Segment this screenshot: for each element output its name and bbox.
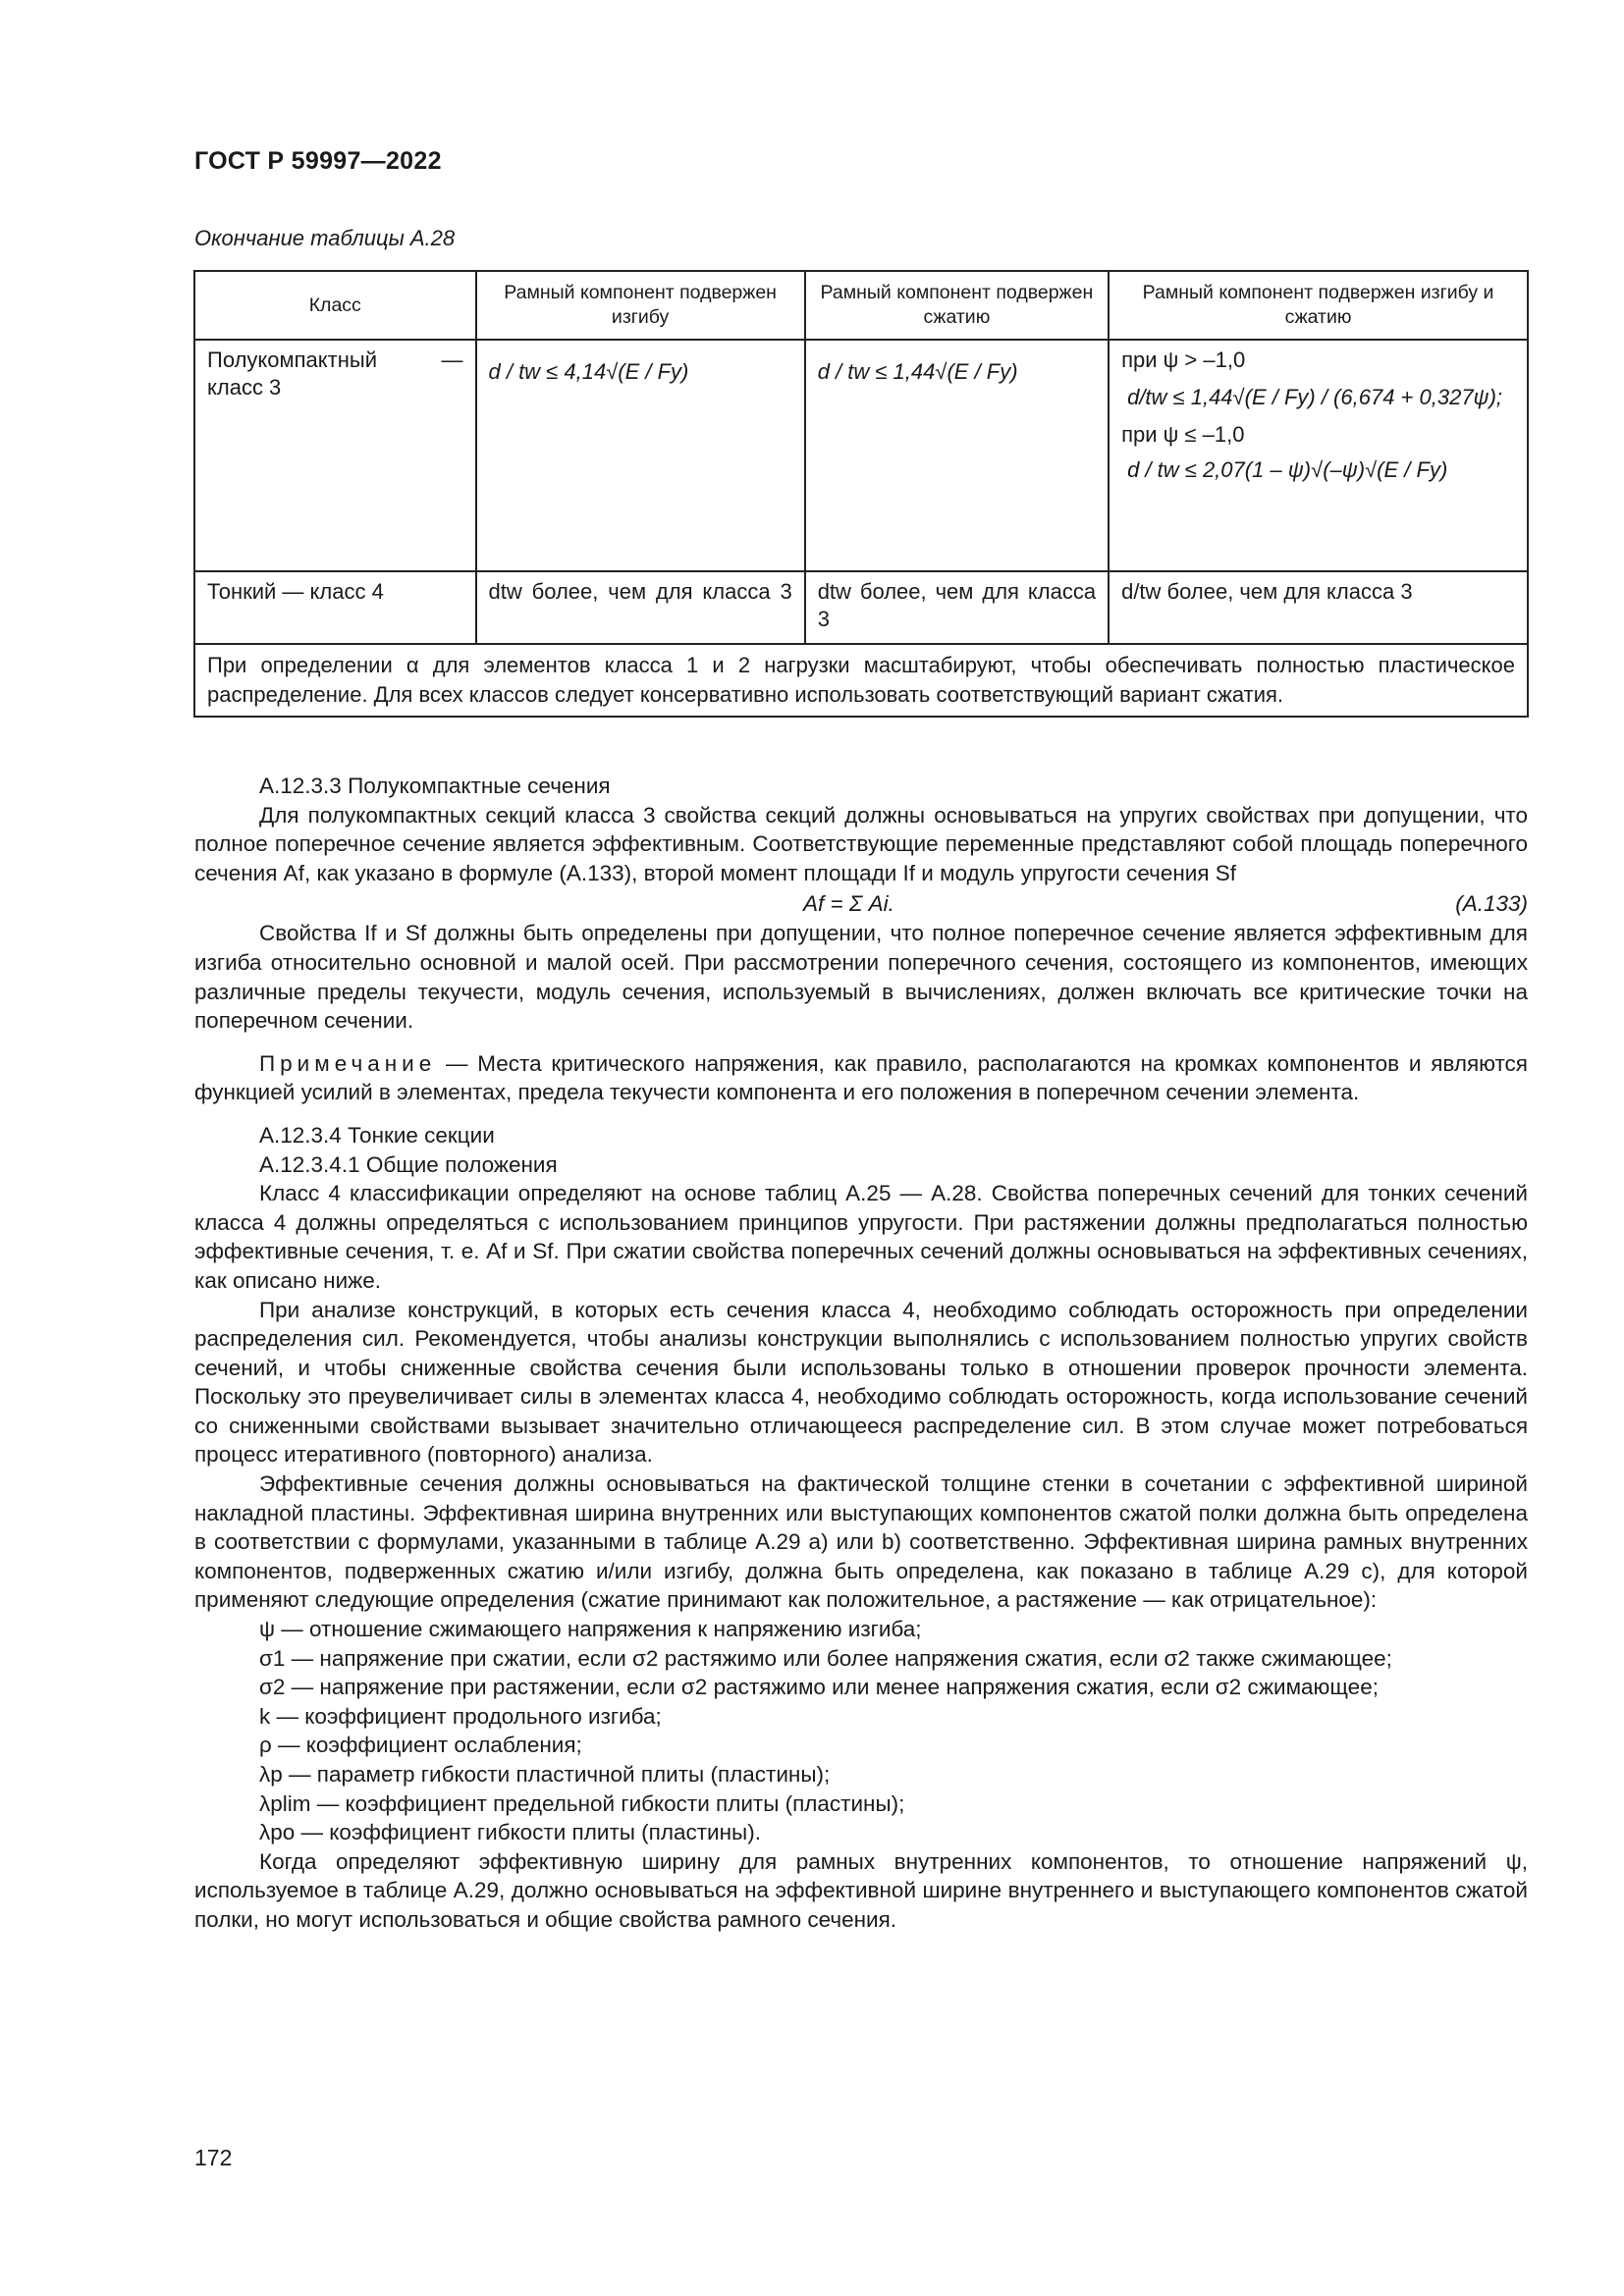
definition-item: λpo — коэффициент гибкости плиты (пластины). [259,1820,761,1845]
equation-line [194,887,1528,919]
compression-formula: d / tw ≤ 1,44√(E / Fy) [817,359,1018,384]
table-header-row [194,271,1528,340]
class-name: Полукомпактный [207,347,377,372]
paragraph: Класс 4 классификации определяют на основе таблиц А.25 — А.28. Свойства поперечных сечений для тонких сечений класса 4 должны определяться с использованием принципов упругости. При растяжении должны предполагаться полностью эффективные сечения, т. е. Af и Sf. При сжатии свойства поперечных сечений должны основываться на эффективных сечениях, как описано ниже. [194,1181,1528,1293]
definition-item: σ1 — напряжение при сжатии, если σ2 растяжимо или более напряжения сжатия, если σ2 также сжимающее; [259,1645,1392,1671]
definition-item: λp — параметр гибкости пластичной плиты (пластины); [259,1762,831,1787]
table-row [194,340,1528,571]
definition-item: λplim — коэффициент предельной гибкости плиты (пластины); [259,1790,905,1816]
equation-number: (А.133) [1455,890,1528,916]
table-note: При определении α для элементов класса 1 и 2 нагрузки масштабируют, чтобы обеспечивать полностью пластическое распределение. Для всех классов следует консервативно использовать соответствующий вариант сжатия. [194,644,1528,717]
header-combined: Рамный компонент подвержен изгибу и сжатию [1109,271,1528,340]
note-text: — Места критического напряжения, как правило, располагаются на кромках компонентов и являются функцией усилий в элементах, предела текучести компонента и его положения в поперечном сечении элемента. [194,1050,1528,1105]
paragraph: При анализе конструкций, в которых есть сечения класса 4, необходимо соблюдать осторожность при определении распределения сил. Рекомендуется, чтобы анализы конструкции выполнялись с использованием полностью упругих свойств сечений, и чтобы сниженные свойства сечения были использованы только в отношении проверок прочности элемента. Поскольку это преувеличивает силы в элементах класса 4, необходимо соблюдать осторожность, когда использование сечений со сниженными свойствами вызывает значительно отличающееся распределение сил. В этом случае может потребоваться процесс итеративного (повторного) анализа. [194,1297,1528,1468]
definition-item: ψ — отношение сжимающего напряжения к напряжению изгиба; [259,1617,922,1642]
combined-cell [1109,340,1528,571]
class-number: класс 3 [207,375,282,400]
compression-cell [805,340,1109,571]
bending-formula: d / tw ≤ 4,14√(E / Fy) [488,359,689,384]
classification-table [193,270,1529,718]
table-note-row [194,644,1528,717]
paragraph: Эффективные сечения должны основываться на фактической толщине стенки в сочетании с эффективной шириной накладной пластины. Эффективная ширина внутренних или выступающих компонентов сжатой полки должна быть определена в соответствии с формулами, указанными в таблице А.29 а) или b) соответственно. Эффективная ширина рамных внутренних компонентов, подверженных сжатию и/или изгибу, должна быть определена, как показано в таблице А.29 с), для которой применяют следующие определения (сжатие принимают как положительное, а растяжение — как отрицательное): [194,1471,1528,1613]
compression-cell: dtw более, чем для класса 3 [805,571,1109,644]
note-label: Примечание [259,1050,437,1076]
equation: Af = Σ Ai. [803,890,894,916]
section-heading: А.12.3.4 Тонкие секции [259,1122,495,1148]
class-cell: Тонкий — класс 4 [194,571,476,644]
paragraph: Для полукомпактных секций класса 3 свойства секций должны основываться на упругих свойствах при допущении, что полное поперечное сечение является эффективным. Соответствующие переменные представляют собой площадь поперечного сечения Af, как указано в формуле (А.133), второй момент площади If и модуль упругости сечения Sf [194,802,1528,885]
note-paragraph [194,1049,1528,1107]
combined-formula-2: d / tw ≤ 2,07(1 – ψ)√(–ψ)√(E / Fy) [1127,457,1448,482]
table-row [194,571,1528,644]
combined-formula-1: d/tw ≤ 1,44√(E / Fy) / (6,674 + 0,327ψ); [1127,385,1503,409]
section-heading: А.12.3.3 Полукомпактные сечения [259,774,611,798]
definition-item: k — коэффициент продольного изгиба; [259,1703,662,1729]
paragraph: Свойства If и Sf должны быть определены при допущении, что полное поперечное сечение является эффективным для изгиба относительно основной и малой осей. При рассмотрении поперечного сечения, состоящего из компонентов, имеющих различные пределы текучести, модуль сечения, используемый в вычислениях, должен включать все критические точки на поперечном сечении. [194,921,1528,1034]
page-number: 172 [194,2145,233,2170]
bending-cell [476,340,805,571]
definition-item: ρ — коэффициент ослабления; [259,1733,582,1758]
bending-cell: dtw более, чем для класса 3 [476,571,805,644]
combined-condition-1: при ψ > –1,0 [1121,347,1246,372]
header-bending: Рамный компонент подвержен изгибу [476,271,805,340]
definition-item: σ2 — напряжение при растяжении, если σ2 растяжимо или менее напряжения сжатия, если σ2 сжимающее; [259,1675,1379,1700]
document-id: ГОСТ Р 59997—2022 [194,147,442,175]
header-class: Класс [194,271,476,340]
class-cell [194,340,476,571]
document-body [194,772,1528,1935]
table-caption: Окончание таблицы А.28 [194,226,456,250]
combined-condition-2: при ψ ≤ –1,0 [1121,422,1245,447]
combined-cell: d/tw более, чем для класса 3 [1109,571,1528,644]
class-dash: — [441,347,463,372]
header-compression: Рамный компонент подвержен сжатию [805,271,1109,340]
subsection-heading: А.12.3.4.1 Общие положения [259,1151,558,1177]
paragraph: Когда определяют эффективную ширину для рамных внутренних компонентов, то отношение напряжений ψ, используемое в таблице А.29, должно основываться на эффективной ширине внутреннего и выступающего компонентов сжатой полки, но могут использоваться и общие свойства рамного сечения. [194,1848,1528,1932]
